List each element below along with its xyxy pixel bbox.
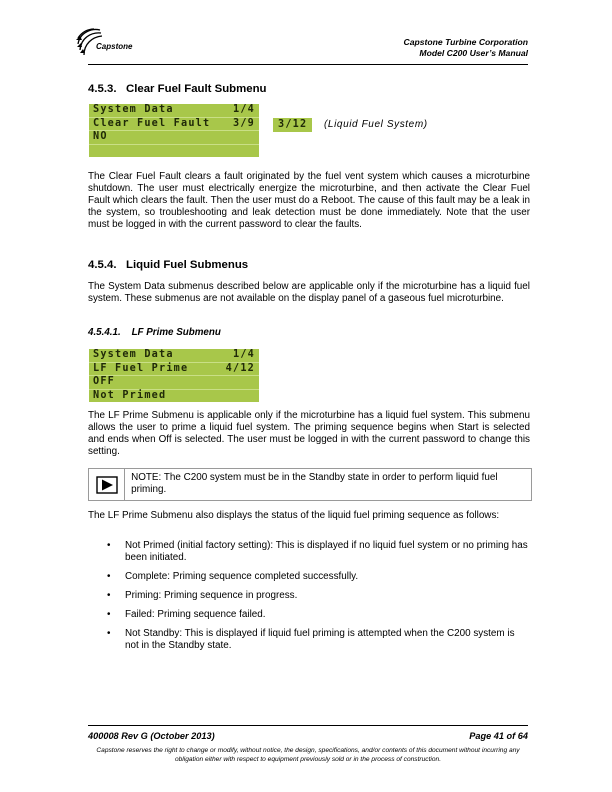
clear-fuel-fault-body: The Clear Fuel Fault clears a fault originated by the fuel vent system which causes a microturbine shutdown. The user must electrically energize the microturbine, and then activate the Clear Fuel Fault which clears the fault. Then the user must do a Reboot. The cause of this fault may be a leak in the system, so troubleshooting and leak detection must be done immediately. Note that the user must be logged in with the current password to clear the faults.: [88, 171, 530, 230]
footer-rule: [88, 725, 528, 726]
lcd-row: LF Fuel Prime 4/12: [89, 363, 259, 377]
footer-disclaimer: Capstone reserves the right to change or modify, without notice, the design, specifications, and/or contents of this document without incurring any obligation either with respect to equipment previously sold or in the process of construction.: [96, 747, 520, 763]
status-intro: The LF Prime Submenu also displays the status of the liquid fuel priming sequence as follows:: [88, 510, 500, 521]
lcd-liquid-index: 3/12: [273, 118, 312, 132]
list-item: • Failed: Priming sequence failed.: [107, 609, 266, 620]
lcd-row: OFF: [89, 376, 259, 390]
header-rule: [88, 64, 528, 65]
lcd-row: Not Primed: [93, 389, 167, 401]
lcd-row: System Data 1/4: [89, 349, 259, 363]
heading-liquid-fuel-submenus: 4.5.4. Liquid Fuel Submenus: [88, 259, 249, 271]
list-item: • Not Standby: This is displayed if liquid fuel priming is attempted when the C200 system is not in the Standby state.: [107, 628, 515, 651]
list-item: • Priming: Priming sequence in progress.: [107, 590, 298, 601]
list-item: • Not Primed (initial factory setting): This is displayed if no liquid fuel system or no priming has been initiated.: [107, 540, 528, 563]
lcd-row: System Data 1/4: [89, 104, 259, 118]
lf-prime-body: The LF Prime Submenu is applicable only if the microturbine has a liquid fuel system. This submenu allows the user to prime a liquid fuel system. The priming sequence begins when Start is selected and ends when Off is selected. The user must be logged in with the current password to change this setting.: [88, 410, 530, 457]
note-icon-cell: [89, 469, 125, 500]
lcd-row: [89, 145, 259, 158]
note-text: NOTE: The C200 system must be in the Standby state in order to perform liquid fuel priming.: [131, 472, 498, 495]
lcd-lf-prime: [89, 349, 259, 402]
status-list: [88, 540, 530, 659]
heading-clear-fuel-fault: 4.5.3. Clear Fuel Fault Submenu: [88, 83, 267, 95]
header-right: [404, 37, 528, 58]
list-item: • Complete: Priming sequence completed successfully.: [107, 571, 359, 582]
page-number: Page 41 of 64: [469, 731, 528, 741]
lcd-row: Clear Fuel Fault 3/9: [89, 118, 259, 132]
lcd-liquid-note: (Liquid Fuel System): [324, 119, 428, 130]
logo-text: Capstone: [96, 42, 133, 51]
arrow-right-icon: [96, 476, 118, 494]
lcd-row: NO: [89, 131, 259, 145]
lcd-clear-fuel-fault: [89, 104, 259, 157]
doc-revision: 400008 Rev G (October 2013): [88, 731, 215, 741]
note-box: [88, 468, 532, 501]
company-name: Capstone Turbine Corporation: [403, 37, 528, 47]
heading-lf-prime-submenu: 4.5.4.1. LF Prime Submenu: [88, 327, 221, 338]
manual-name: Model C200 User’s Manual: [419, 47, 528, 58]
liquid-fuel-body: The System Data submenus described below are applicable only if the microturbine has a liquid fuel system. These submenus are not available on the display panel of a gaseous fuel microturbine.: [88, 281, 530, 304]
